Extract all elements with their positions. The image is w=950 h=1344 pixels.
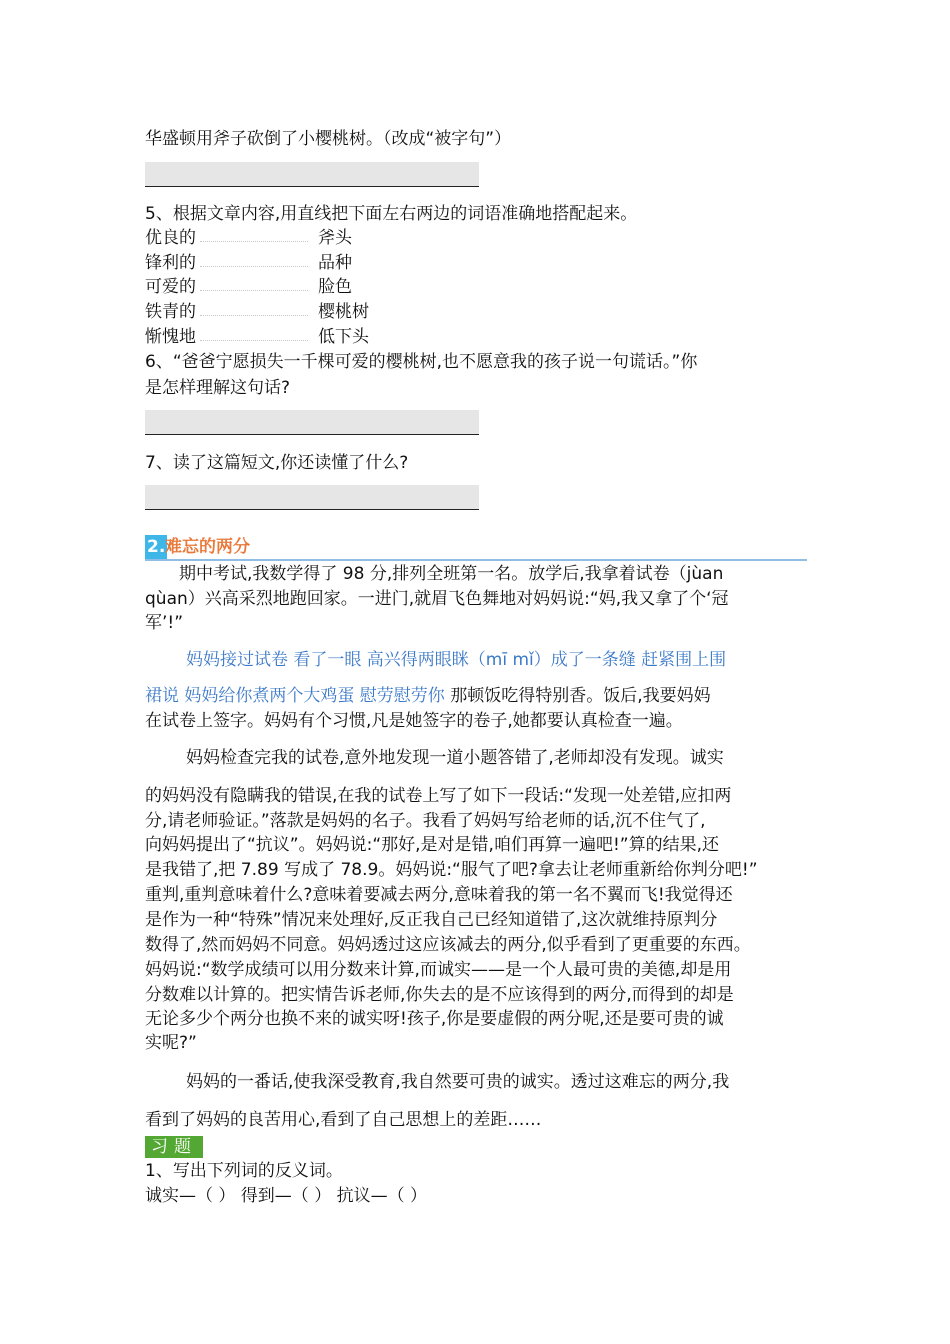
match-left-item: 惭愧地 xyxy=(145,327,196,347)
paragraph-3-line-1: 妈妈检查完我的试卷,意外地发现一道小题答错了,老师却没有发现。诚实 xyxy=(186,748,724,768)
question-6-line-1: 6、“爸爸宁愿损失一千棵可爱的樱桃树,也不愿意我的孩子说一句谎话。”你 xyxy=(145,352,698,372)
question-7: 7、读了这篇短文,你还读懂了什么? xyxy=(145,453,409,473)
paragraph-1-line: 期中考试,我数学得了 98 分,排列全班第一名。放学后,我拿着试卷（jùan xyxy=(179,564,724,584)
paragraph-3-line: 分数难以计算的。把实情告诉老师,你失去的是不应该得到的两分,而得到的却是 xyxy=(145,985,734,1005)
question-passive-voice: 华盛顿用斧子砍倒了小樱桃树。（改成“被字句”） xyxy=(145,129,512,149)
question-5: 5、根据文章内容,用直线把下面左右两边的词语准确地搭配起来。 xyxy=(145,204,638,224)
paragraph-3-line: 分,请老师验证。”落款是妈妈的名子。我看了妈妈写给老师的话,沉不住气了, xyxy=(145,811,706,831)
match-left-item: 锋利的 xyxy=(145,253,196,273)
paragraph-4-line-2: 看到了妈妈的良苦用心,看到了自己思想上的差距…… xyxy=(145,1110,542,1130)
section-title: 难忘的两分 xyxy=(165,537,250,557)
section-number: 2. xyxy=(147,537,166,557)
match-left-item: 可爱的 xyxy=(145,277,196,297)
paragraph-2-blue-segment: 裙说 妈妈给你煮两个大鸡蛋 慰劳慰劳你 xyxy=(145,686,445,706)
exercise-tag: 习题 xyxy=(145,1136,203,1158)
match-dotted-line xyxy=(200,241,308,242)
section-heading xyxy=(145,535,807,561)
paragraph-3-line: 数得了,然而妈妈不同意。妈妈透过这应该减去的两分,似乎看到了更重要的东西。 xyxy=(145,935,751,955)
match-dotted-line xyxy=(200,290,308,291)
paragraph-2-black-segment: 那顿饭吃得特别香。饭后,我要妈妈 xyxy=(444,686,711,706)
match-right-item: 脸色 xyxy=(318,277,352,297)
paragraph-3-line: 的妈妈没有隐瞒我的错误,在我的试卷上写了如下一段话:“发现一处差错,应扣两 xyxy=(145,786,732,806)
exercise-question-1: 1、写出下列词的反义词。 xyxy=(145,1161,343,1181)
paragraph-3-line: 妈妈说:“数学成绩可以用分数来计算,而诚实——是一个人最可贵的美德,却是用 xyxy=(145,960,732,980)
paragraph-3-line: 实呢?” xyxy=(145,1033,197,1053)
paragraph-2-blue-line-1: 妈妈接过试卷 看了一眼 高兴得两眼眯（mī mǐ）成了一条缝 赶紧围上围 xyxy=(186,650,727,670)
paragraph-4-line-1: 妈妈的一番话,使我深受教育,我自然要可贵的诚实。透过这难忘的两分,我 xyxy=(186,1072,730,1092)
match-dotted-line xyxy=(200,340,308,341)
answer-line-q6[interactable] xyxy=(145,410,479,435)
answer-line-q7[interactable] xyxy=(145,485,479,510)
paragraph-2-line-2 xyxy=(145,684,711,708)
match-right-item: 斧头 xyxy=(318,228,352,248)
paragraph-1-line: qùan）兴高采烈地跑回家。一进门,就眉飞色舞地对妈妈说:“妈,我又拿了个‘冠 xyxy=(145,589,729,609)
answer-line-passive[interactable] xyxy=(145,162,479,187)
paragraph-3-line: 向妈妈提出了“抗议”。妈妈说:“那好,是对是错,咱们再算一遍吧!”算的结果,还 xyxy=(145,835,719,855)
match-right-item: 品种 xyxy=(318,253,352,273)
paragraph-1-line: 军’!” xyxy=(145,613,184,633)
paragraph-3-line: 是作为一种“特殊”情况来处理好,反正我自己已经知道错了,这次就维持原判分 xyxy=(145,910,718,930)
paragraph-3-line: 重判,重判意味着什么?意味着要减去两分,意味着我的第一名不翼而飞!我觉得还 xyxy=(145,885,733,905)
match-left-item: 优良的 xyxy=(145,228,196,248)
match-left-item: 铁青的 xyxy=(145,302,196,322)
paragraph-3-line: 无论多少个两分也换不来的诚实呀!孩子,你是要虚假的两分呢,还是要可贵的诚 xyxy=(145,1009,724,1029)
paragraph-3-line: 是我错了,把 7.89 写成了 78.9。妈妈说:“服气了吧?拿去让老师重新给你判分吧!” xyxy=(145,860,758,880)
match-right-item: 樱桃树 xyxy=(318,302,369,322)
match-dotted-line xyxy=(200,266,308,267)
question-6-line-2: 是怎样理解这句话? xyxy=(145,378,291,398)
exercise-antonym-items: 诚实—（ ） 得到—（ ） 抗议—（ ） xyxy=(145,1186,428,1206)
match-dotted-line xyxy=(200,315,308,316)
paragraph-2-line-3: 在试卷上签字。妈妈有个习惯,凡是她签字的卷子,她都要认真检查一遍。 xyxy=(145,711,683,731)
match-right-item: 低下头 xyxy=(318,327,369,347)
